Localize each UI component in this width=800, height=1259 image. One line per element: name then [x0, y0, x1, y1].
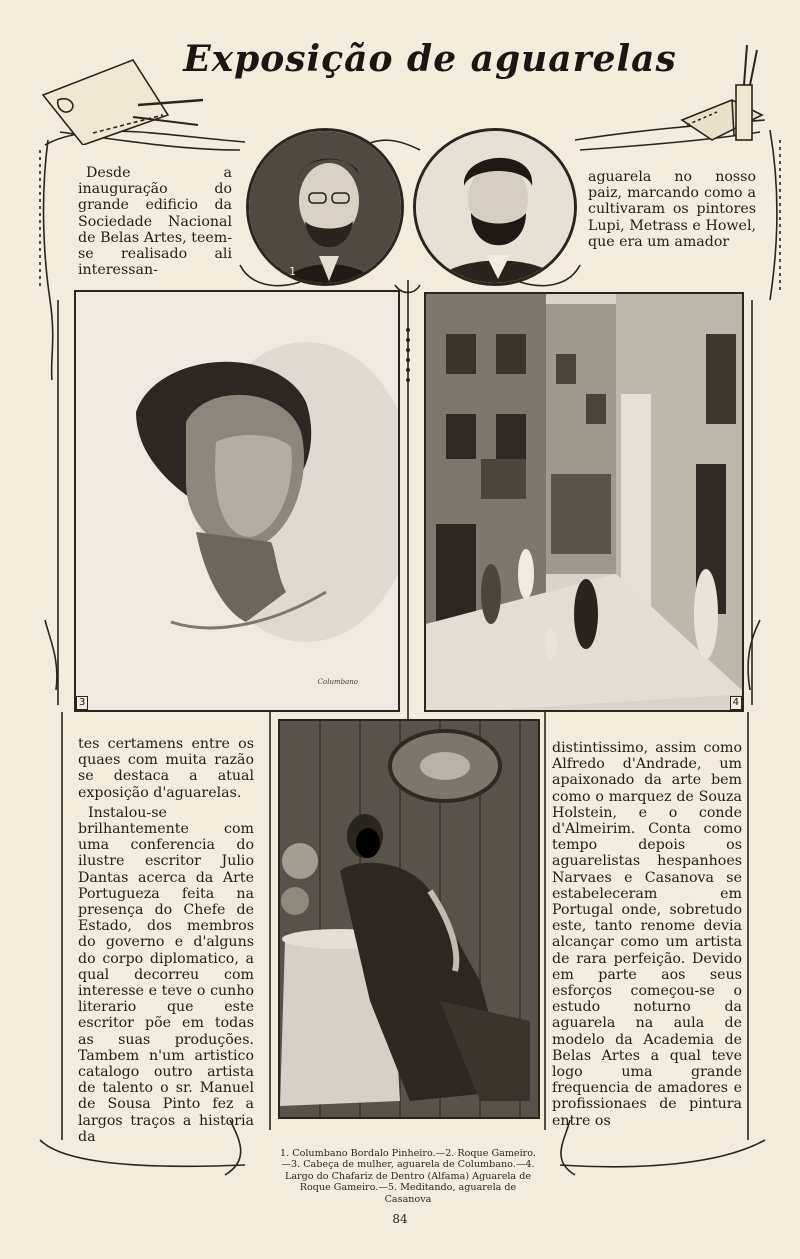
body-paragraph-3: distintissimo, assim como Alfredo d'Andrade, um apaixonado da arte bem como o marquez de Souza Holstein, e o conde d'Almeirim. Conta como tempo depois os aguarelistas hespanhoes Narvaes e Casanova se estabeleceram em Portugal onde, sobretudo este, tanto renome devia alcançar como um artista de rara perfeição. Devido em parte aos seus esforços começou-se o estudo noturno da aguarela na aula de modelo da Academia de Belas Artes a qual teve logo uma grande frequencia de amadores e profissionaes de pintura entre os: [552, 740, 742, 1129]
page-number: 84: [392, 1212, 408, 1226]
seated-woman-illustration: [280, 721, 540, 1119]
body-paragraph-2: Instalou-se brilhantemente com uma conferencia do ilustre escritor Julio Dantas acerca da Arte Portugueza feita na presença do Chefe de Estado, dos membros do governo e d'alguns do corpo diplomatico, a qual decorreu com interesse e teve o cunho literario que este escritor põe em todas as suas produções. Tambem n'um artistico catalogo outro artista de talento o sr. Manuel de Sousa Pinto fez a largos traços a historia da: [78, 804, 254, 1145]
figure-caption: 1. Columbano Bordalo Pinheiro.—2. Roque Gameiro.—3. Cabeça de mulher, aguarela de Columbano.—4. Largo do Chafariz de Dentro (Alfama) Aguarela de Roque Gameiro.—5. Meditando, aguarela de Casanova: [280, 1148, 536, 1205]
intro-paragraph-continued: aguarela no nosso paiz, marcando como a cultivaram os pintores Lupi, Metrass e Howel, que era um amador: [588, 169, 756, 250]
portrait-columbano: [246, 128, 404, 286]
woman-head-illustration: [76, 292, 400, 712]
portrait-roque-gameiro: [413, 128, 577, 286]
street-scene-illustration: [426, 294, 744, 712]
watercolor-alfama-street: [424, 292, 744, 712]
portrait-man-dark-beard: [416, 131, 577, 286]
watercolor-meditando: [278, 719, 540, 1119]
intro-text-right: [588, 169, 756, 250]
watercolor-head-of-woman: [74, 290, 400, 712]
artist-signature: Columbano: [317, 678, 358, 686]
figure-number-4: 4: [730, 696, 742, 710]
figure-number-1: 1: [289, 265, 296, 278]
body-text-right: [552, 740, 742, 1129]
intro-paragraph: Desde a inauguração do grande edificio da Sociedade Nacional de Belas Artes, teem-se realisado ali interessan-: [78, 165, 232, 279]
page-title: Exposição de aguarelas: [183, 38, 677, 80]
figure-number-3: 3: [76, 696, 88, 710]
figure-number-2: 2: [456, 265, 463, 278]
body-text-left: [78, 736, 254, 1145]
intro-text-left: [78, 165, 232, 278]
body-paragraph-1: tes certamens entre os quaes com muita razão se destaca a atual exposição d'aguarelas.: [78, 736, 254, 801]
portrait-man-bearded-glasses: [249, 131, 404, 286]
